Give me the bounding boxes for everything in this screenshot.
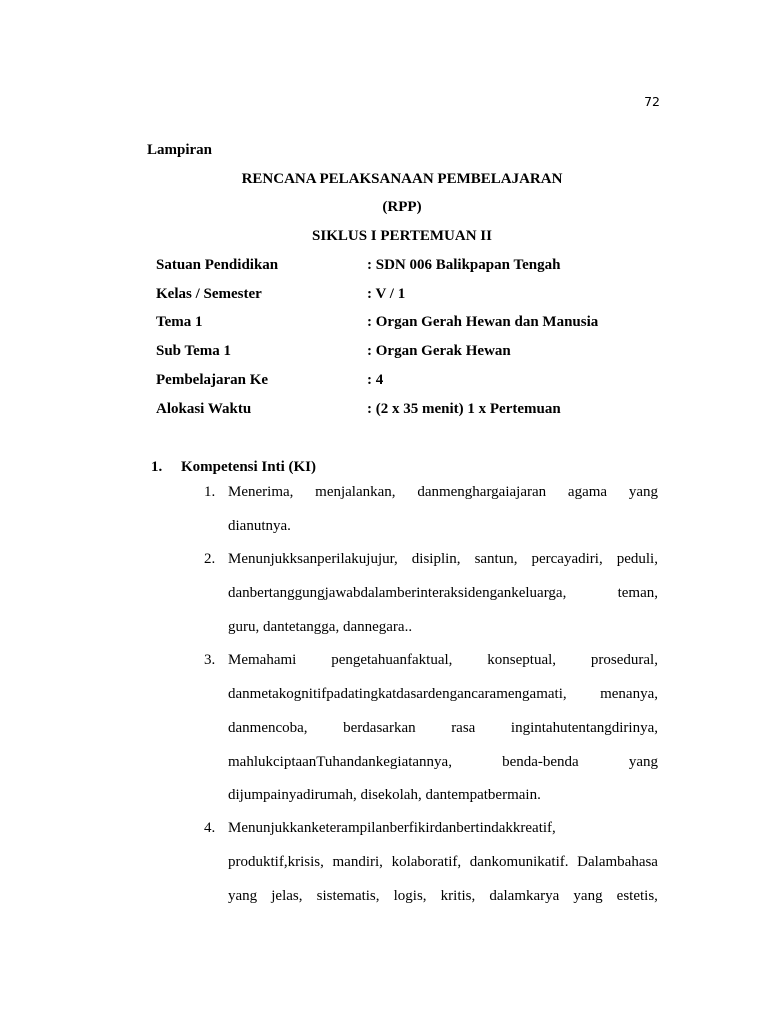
word: Dalambahasa [577,854,658,870]
word: danmencoba, [228,720,308,736]
text-line [228,518,658,535]
info-label: Satuan Pendidikan [156,257,279,273]
word: peduli, [616,551,658,567]
word: berdasarkan [343,720,416,736]
section-number: 1. [151,459,163,475]
word: sistematis, [316,888,380,904]
word: Menunjukkanketerampilanberfikirdanbertindakkreatif, [228,820,556,836]
word: produktif,krisis, [228,854,324,870]
word: danmetakognitifpadatingkatdasardengancaramengamati, [228,686,567,702]
text-line [228,686,658,703]
word: disiplin, [411,551,461,567]
word: yang [628,484,658,500]
info-label: Alokasi Waktu [156,401,252,417]
text-line [228,619,658,636]
word: menjalankan, [315,484,396,500]
word: mahlukciptaanTuhandankegiatannya, [228,754,452,770]
info-value: : V / 1 [367,286,406,302]
word: estetis, [616,888,658,904]
list-number: 1. [204,484,216,500]
title-line: RENCANA PELAKSANAAN PEMBELAJARAN [241,171,563,187]
word: kritis, [440,888,476,904]
word: rasa [451,720,476,736]
word: teman, [617,585,658,601]
info-value: : Organ Gerak Hewan [367,343,511,359]
word: kolaboratif, [391,854,462,870]
word: danmenghargaiajaran [417,484,547,500]
word: yang [573,888,603,904]
word: mandiri, [332,854,383,870]
word: dijumpainyadirumah, disekolah, dantempatbermain. [228,787,541,803]
list-number: 3. [204,652,216,668]
word: Menerima, [228,484,294,500]
text-line [228,787,658,804]
word: dankomunikatif. [469,854,569,870]
section-title: Kompetensi Inti (KI) [181,459,316,475]
text-line [228,754,658,771]
text-line [228,820,658,837]
text-line [228,720,658,737]
word: Menunjukksanperilakujujur, [228,551,398,567]
word: yang [228,888,258,904]
text-line [228,652,658,669]
word: logis, [393,888,427,904]
word: prosedural, [590,652,658,668]
word: pengetahuanfaktual, [331,652,453,668]
text-line [228,551,658,568]
info-value: : Organ Gerah Hewan dan Manusia [367,314,599,330]
info-label: Tema 1 [156,314,203,330]
info-label: Pembelajaran Ke [156,372,269,388]
title-line: SIKLUS I PERTEMUAN II [312,228,492,244]
word: dianutnya. [228,518,291,534]
info-value: : 4 [367,372,384,388]
page-number: 72 [644,94,660,109]
info-label: Kelas / Semester [156,286,262,302]
word: benda-benda [502,754,579,770]
text-line [228,888,658,905]
text-line [228,585,658,602]
word: Memahami [228,652,297,668]
heading-lampiran: Lampiran [147,142,213,158]
list-number: 2. [204,551,216,567]
word: guru, dantetangga, dannegara.. [228,619,413,635]
word: percayadiri, [531,551,603,567]
info-value: : SDN 006 Balikpapan Tengah [367,257,561,273]
word: yang [628,754,658,770]
word: jelas, [271,888,303,904]
word: menanya, [600,686,658,702]
word: ingintahutentangdirinya, [510,720,658,736]
word: dalamkarya [489,888,560,904]
word: santun, [474,551,518,567]
word: konseptual, [487,652,557,668]
text-line [228,484,658,501]
list-number: 4. [204,820,216,836]
title-line: (RPP) [382,199,422,215]
info-label: Sub Tema 1 [156,343,232,359]
word: danbertanggungjawabdalamberinteraksidengankeluarga, [228,585,567,601]
text-line [228,854,658,871]
word: agama [567,484,608,500]
info-value: : (2 x 35 menit) 1 x Pertemuan [367,401,561,417]
